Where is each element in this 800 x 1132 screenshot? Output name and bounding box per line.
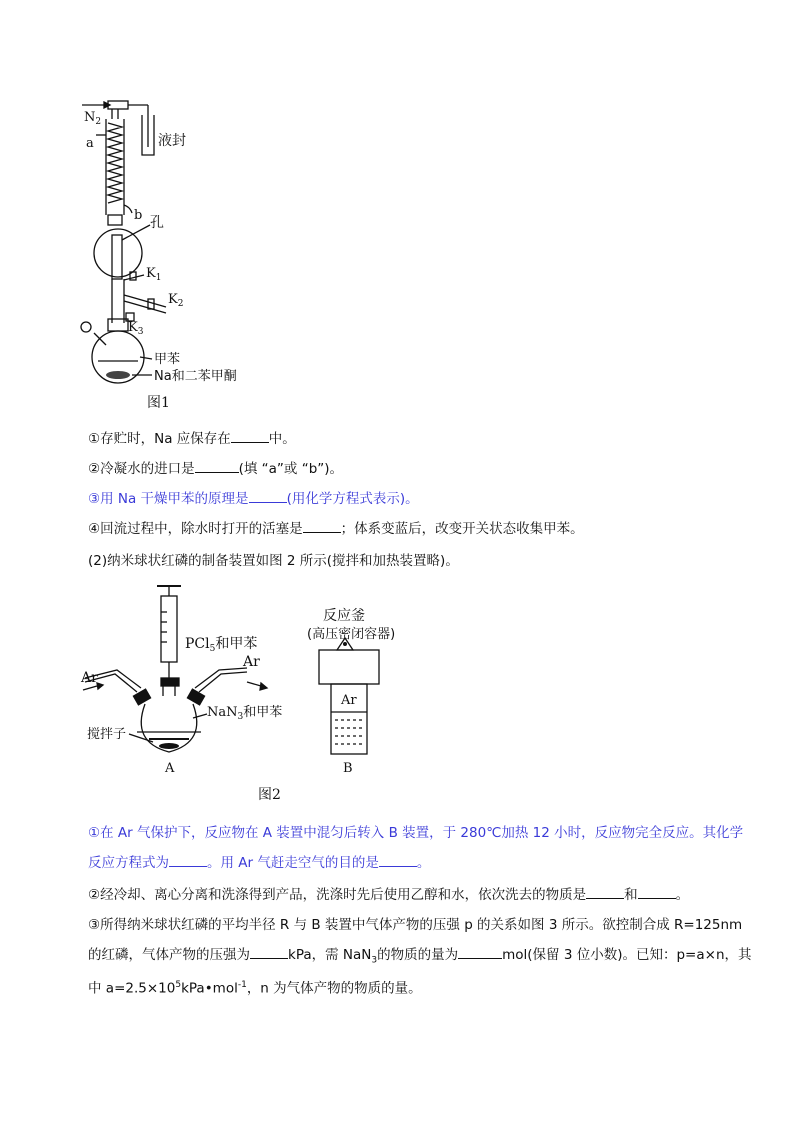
- condenser-outlet-b: [124, 205, 132, 213]
- answer-blank[interactable]: [379, 852, 417, 867]
- stirrer-label: 搅拌子: [87, 727, 127, 742]
- condenser-coil: [108, 123, 122, 203]
- outlet-b-label: b: [134, 208, 143, 223]
- figure-2-caption: 图2: [258, 787, 281, 803]
- right-gas-tube: [199, 672, 247, 692]
- reactor-lid: [319, 650, 379, 684]
- n2-label: $N_2$: [84, 110, 102, 127]
- valve-k2-arm: [124, 295, 166, 307]
- answer-blank[interactable]: [195, 458, 239, 473]
- k3-label: $K_3$: [128, 320, 144, 337]
- q1-item-2: ②冷凝水的进口是 (填 “a”或 “b”)。: [88, 458, 728, 480]
- hole-label: 孔: [150, 215, 164, 231]
- stopper: [81, 322, 91, 332]
- q2-item-3-line-1: ③所得纳米球状红磷的平均半径 R 与 B 装置中气体产物的压强 p 的关系如图 3 所示。欲控制合成 R=125nm: [88, 917, 743, 933]
- q2-item-1-line-2: 反应方程式为 。用 Ar 气赶走空气的目的是 。: [88, 852, 728, 874]
- answer-blank[interactable]: [249, 488, 287, 503]
- figure-2-apparatus: [75, 582, 435, 782]
- syringe-barrel: [161, 596, 177, 662]
- k2-label: $K_2$: [168, 292, 184, 309]
- q2-item-3-line-3: 中 $a=2.5\times 10^5kPa•mol^{-1}$，n 为气体产物的物质的量。: [88, 980, 422, 997]
- q1-item-4: ④回流过程中，除水时打开的活塞是 ；体系变蓝后，改变开关状态收集甲苯。: [88, 518, 728, 540]
- ar-in-label: Ar: [81, 670, 98, 686]
- q2-item-1-line-1: ①在 Ar 气保护下，反应物在 A 装置中混匀后转入 B 装置，于 280℃加热 12 小时，反应物完全反应。其化学: [88, 825, 744, 841]
- reactor-sub-label: (高压密闭容器): [307, 627, 396, 642]
- answer-blank[interactable]: [303, 518, 341, 533]
- flask-joint: [108, 319, 128, 331]
- answer-blank[interactable]: [250, 944, 288, 959]
- apparatus-a-label: A: [165, 761, 175, 776]
- upper-bulb: [94, 229, 142, 277]
- answer-blank[interactable]: [169, 852, 207, 867]
- answer-blank[interactable]: [586, 884, 624, 899]
- answer-blank[interactable]: [638, 884, 676, 899]
- k1-label: $K_1$: [146, 266, 162, 283]
- ar-out-label: Ar: [243, 654, 260, 670]
- figure-1-apparatus: [70, 95, 290, 395]
- apparatus-b-label: B: [343, 761, 353, 776]
- na-residue: [106, 371, 130, 379]
- center-stopper: [161, 678, 179, 686]
- toluene-label: 甲苯: [154, 352, 181, 367]
- n2-arrowhead: [104, 102, 110, 108]
- na-mix-label: Na和二苯甲酮: [154, 369, 237, 384]
- q2-item-3-line-2: 的红磷，气体产物的压强为 kPa，需 NaN$_3$的物质的量为 mol(保留 3 位小数)。已知：p=a×n，其: [88, 944, 728, 972]
- liquid-seal-label: 液封: [158, 133, 186, 149]
- reactor-label: 反应釜: [323, 608, 365, 624]
- inlet-a-label: a: [86, 136, 94, 151]
- answer-blank[interactable]: [458, 944, 502, 959]
- answer-blank[interactable]: [231, 428, 269, 443]
- figure-1-drawing: [70, 95, 290, 395]
- nan3-label: NaN$_3$和甲苯: [207, 705, 283, 722]
- stir-bar: [159, 743, 179, 749]
- flask-liquid: [149, 738, 189, 740]
- inner-tube: [112, 235, 122, 279]
- q2-item-2: ②经冷却、离心分离和洗涤得到产品，洗涤时先后使用乙醇和水，依次洗去的物质是 和 。: [88, 884, 728, 906]
- q1-item-3: ③用 Na 干燥甲苯的原理是 (用化学方程式表示)。: [88, 488, 728, 510]
- ar-out-arrow: [247, 682, 261, 686]
- ar-in-arrow: [83, 686, 97, 690]
- figure-2-drawing: [75, 582, 435, 782]
- figure-1-caption: 图1: [147, 395, 170, 411]
- q2-intro: (2)纳米球状红磷的制备装置如图 2 所示(搅拌和加热装置略)。: [88, 553, 459, 569]
- right-neck-stopper: [187, 689, 204, 705]
- q1-item-1: ①存贮时，Na 应保存在 中。: [88, 428, 728, 450]
- pcl5-label: PCl$_5$和甲苯: [185, 636, 258, 654]
- reactor-ar-label: Ar: [341, 693, 357, 708]
